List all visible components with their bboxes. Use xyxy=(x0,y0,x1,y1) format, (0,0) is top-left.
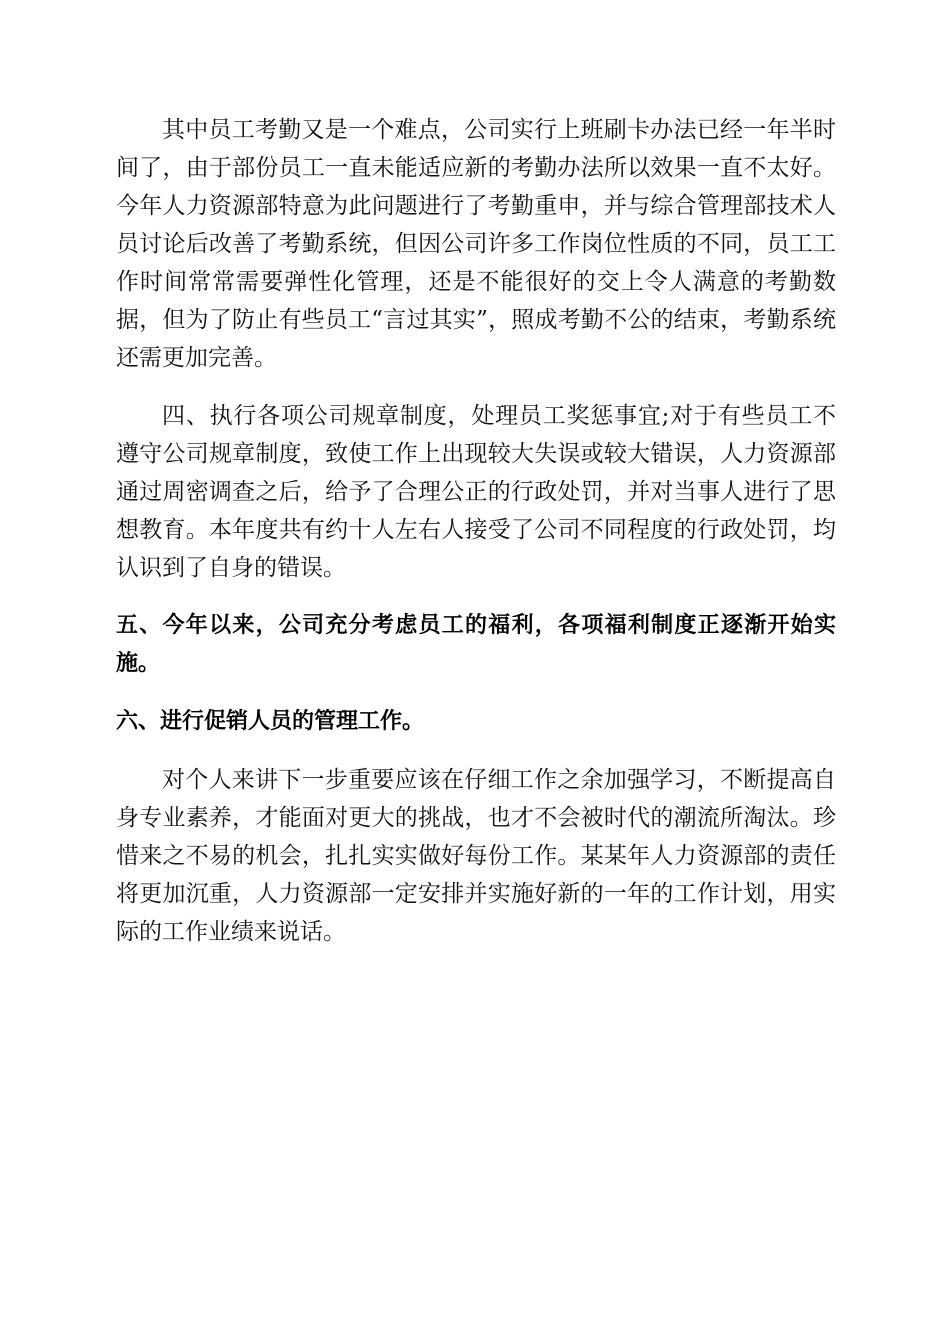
heading-promoter-management: 六、进行促销人员的管理工作。 xyxy=(116,709,425,734)
paragraph-outlook: 对个人来讲下一步重要应该在仔细工作之余加强学习，不断提高自身专业素养，才能面对更大的挑战，也才不会被时代的潮流所淘汰。珍惜来之不易的机会，扎扎实实做好每份工作。某某年人力资源部的责任将更加沉重，人力资源部一定安排并实施好新的一年的工作计划，用实际的工作业绩来说话。 xyxy=(116,767,836,945)
document-body xyxy=(116,111,836,971)
paragraph-rules-enforcement: 四、执行各项公司规章制度，处理员工奖惩事宜;对于有些员工不遵守公司规章制度，致使工作上出现较大失误或较大错误，人力资源部通过周密调查之后，给予了合理公正的行政处罚，并对当事人进行了思想教育。本年度共有约十人左右人接受了公司不同程度的行政处罚，均认识到了自身的错误。 xyxy=(116,403,836,581)
heading-welfare: 五、今年以来，公司充分考虑员工的福利，各项福利制度正逐渐开始实施。 xyxy=(116,613,836,676)
paragraph-attendance: 其中员工考勤又是一个难点，公司实行上班刷卡办法已经一年半时间了，由于部份员工一直未能适应新的考勤办法所以效果一直不太好。今年人力资源部特意为此问题进行了考勤重申，并与综合管理部技术人员讨论后改善了考勤系统，但因公司许多工作岗位性质的不同，员工工作时间常常需要弹性化管理，还是不能很好的交上令人满意的考勤数据，但为了防止有些员工“言过其实”，照成考勤不公的结束，考勤系统还需更加完善。 xyxy=(116,117,836,371)
